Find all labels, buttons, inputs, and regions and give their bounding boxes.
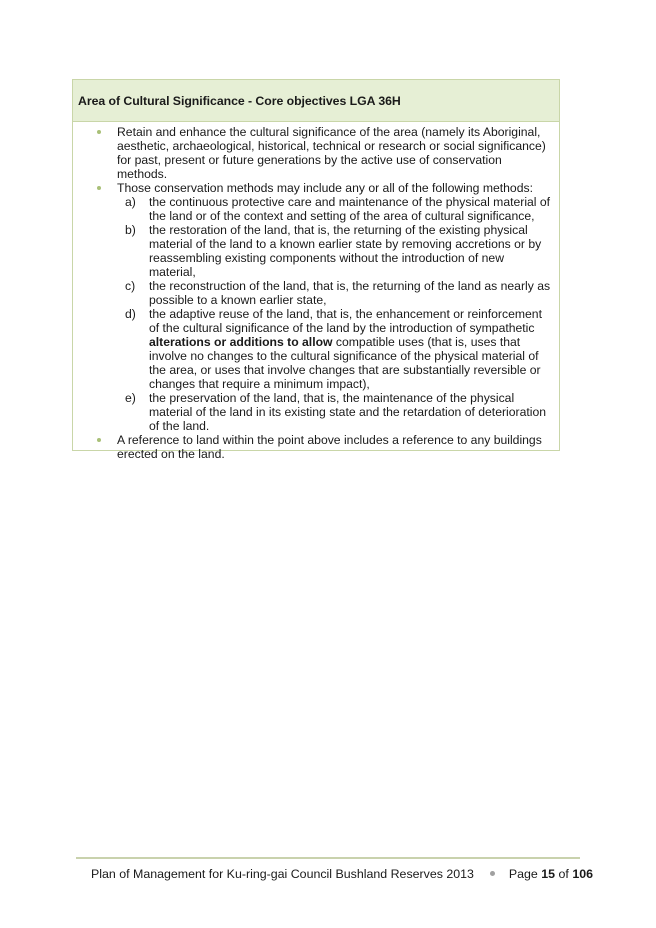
page-footer: [91, 867, 593, 881]
method-text: the preservation of the land, that is, the maintenance of the physical material of the land in its existing state and the retardation of deterioration of the land.: [149, 391, 547, 433]
core-objectives-box: [72, 79, 560, 461]
of-label: of: [558, 867, 569, 881]
bullet-text: A reference to land within the point above includes a reference to any buildings erected on the land.: [117, 433, 542, 461]
page-label: Page: [508, 867, 538, 881]
method-text-before: the adaptive reuse of the land, that is, the enhancement or reinforcement of the cultural significance of the land by the introduction of sympathetic: [149, 307, 542, 335]
list-item: [117, 181, 553, 433]
method-marker: b): [125, 223, 136, 237]
methods-list: [117, 195, 553, 433]
method-text-bold: alterations or additions to allow: [149, 335, 333, 349]
bullet-text: Retain and enhance the cultural significance of the area (namely its Aboriginal, aesthetic, archaeological, historical, technical or research or social significance) for past, present or future generations by the active use of conservation methods.: [117, 125, 546, 181]
method-item: [125, 307, 553, 391]
separator-dot-icon: [490, 871, 495, 876]
list-item: [117, 125, 553, 181]
bullet-text: Those conservation methods may include any or all of the following methods:: [117, 181, 533, 195]
method-item: [125, 279, 553, 307]
method-text: the restoration of the land, that is, the returning of the existing physical material of the land to a known earlier state by removing accretions or by reassembling existing components without the introduction of new material,: [149, 223, 542, 279]
box-title: Area of Cultural Significance - Core objectives LGA 36H: [73, 80, 559, 122]
page-number: 15: [541, 867, 556, 881]
objectives-list: [73, 125, 553, 461]
bullet-icon: [97, 130, 101, 134]
list-item: [117, 433, 553, 461]
footer-divider: [76, 857, 580, 859]
bullet-icon: [97, 186, 101, 190]
method-item: [125, 223, 553, 279]
method-marker: a): [125, 195, 136, 209]
method-marker: c): [125, 279, 136, 293]
method-text: the continuous protective care and maintenance of the physical material of the land or of the context and setting of the area of cultural significance,: [149, 195, 551, 223]
method-text-after: compatible uses (that is, uses that involve no changes to the cultural significance of the physical material of the area, or uses that involve changes that are substantially reversible or changes that require a minimum impact),: [149, 335, 541, 391]
method-marker: d): [125, 307, 136, 321]
method-item: [125, 391, 553, 433]
box-body: [73, 122, 559, 461]
method-text: the reconstruction of the land, that is, the returning of the land as nearly as possible to a known earlier state,: [149, 279, 551, 307]
document-title: Plan of Management for Ku-ring-gai Council Bushland Reserves 2013: [91, 867, 474, 881]
method-marker: e): [125, 391, 136, 405]
page-total: 106: [572, 867, 593, 881]
bullet-icon: [97, 438, 101, 442]
method-item: [125, 195, 553, 223]
